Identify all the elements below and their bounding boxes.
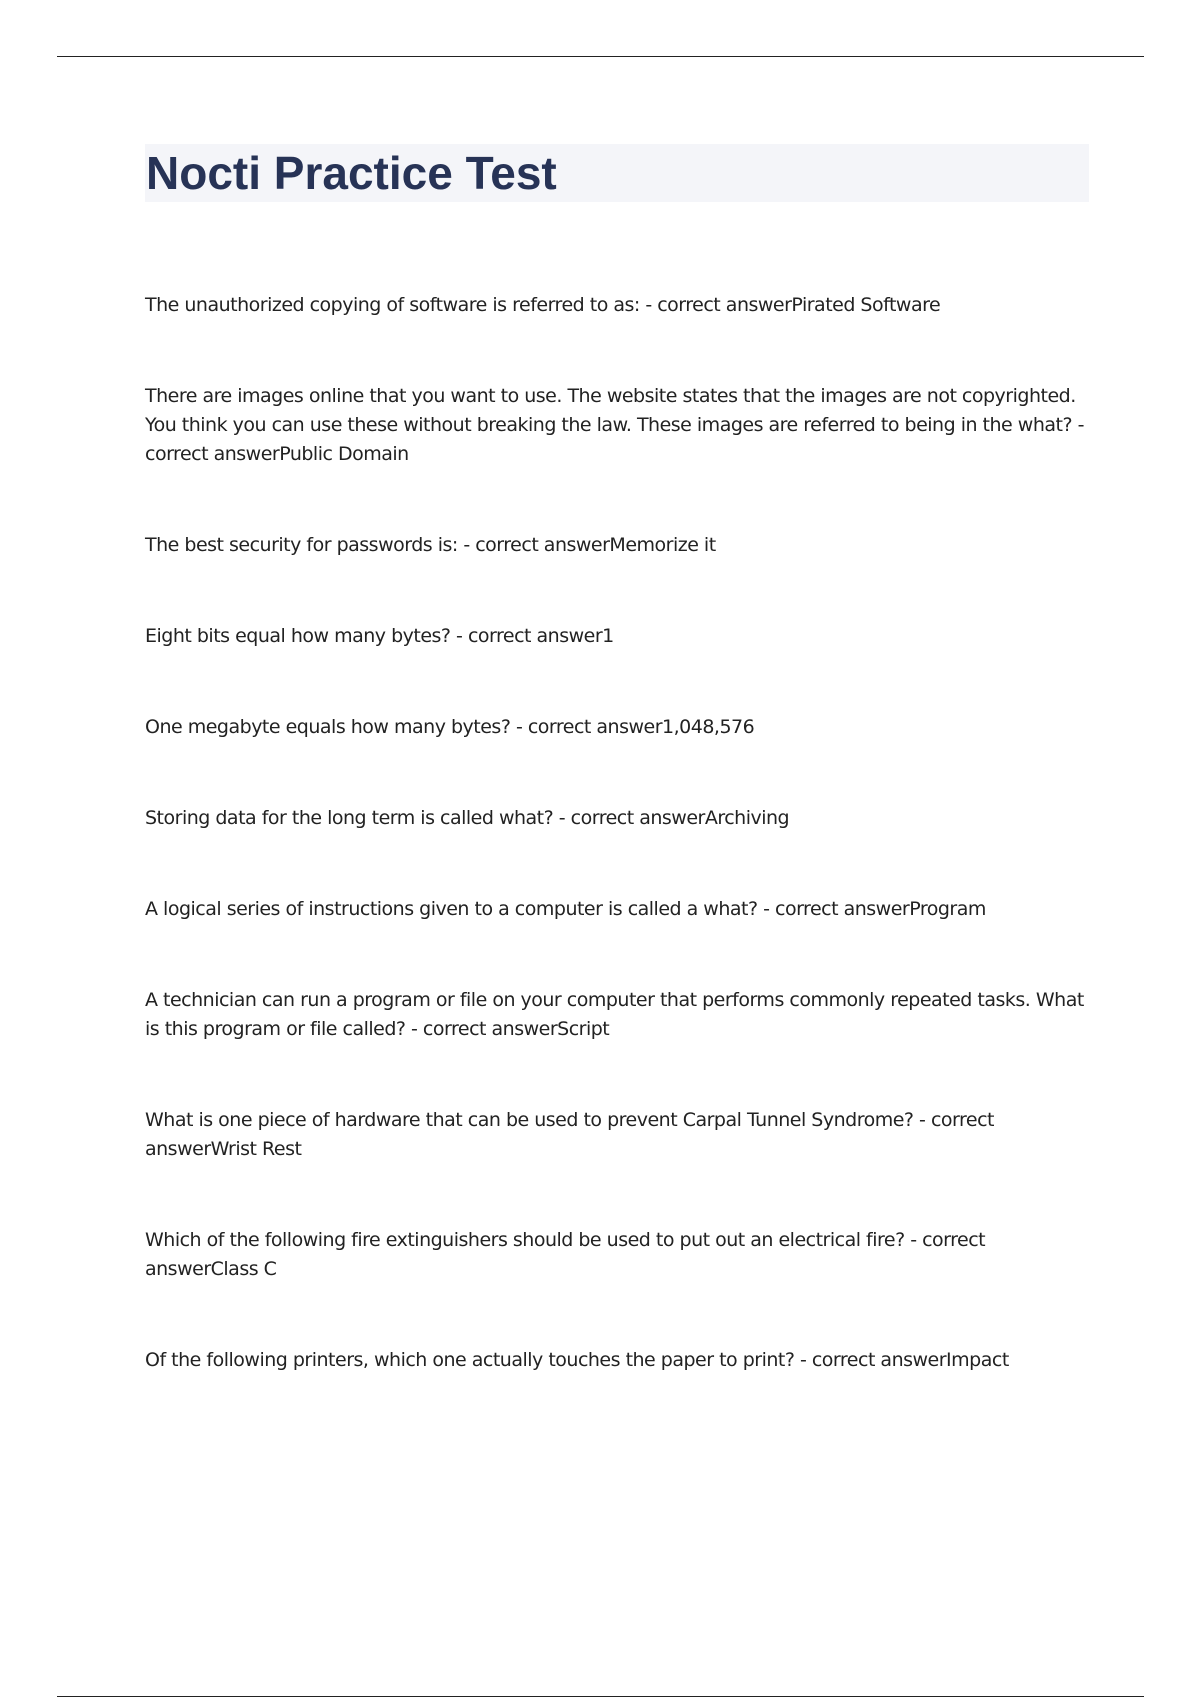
question-item-7: A logical series of instructions given to a computer is called a what? - correct answerProgram: [145, 898, 986, 920]
question-list: [145, 291, 1090, 1437]
question-item-2: There are images online that you want to use. The website states that the images are not copyrighted. You think you can use these without breaking the law. These images are referred to being in the what? - correct answerPublic Domain: [145, 385, 1084, 465]
question-item-9: What is one piece of hardware that can be used to prevent Carpal Tunnel Syndrome? - correct answerWrist Rest: [145, 1109, 994, 1160]
bottom-rule: [57, 1696, 1144, 1697]
question-item-5: One megabyte equals how many bytes? - correct answer1,048,576: [145, 716, 755, 738]
question-item-10: Which of the following fire extinguishers should be used to put out an electrical fire? - correct answerClass C: [145, 1229, 986, 1280]
page-title: Nocti Practice Test: [146, 147, 557, 199]
question-item-1: The unauthorized copying of software is referred to as: - correct answerPirated Software: [145, 294, 941, 316]
question-item-6: Storing data for the long term is called what? - correct answerArchiving: [145, 807, 790, 829]
top-rule: [57, 56, 1144, 57]
question-item-8: A technician can run a program or file on your computer that performs commonly repeated tasks. What is this program or file called? - correct answerScript: [145, 989, 1084, 1040]
question-item-11: Of the following printers, which one actually touches the paper to print? - correct answerImpact: [145, 1349, 1009, 1371]
question-item-4: Eight bits equal how many bytes? - correct answer1: [145, 625, 614, 647]
question-item-3: The best security for passwords is: - correct answerMemorize it: [145, 534, 716, 556]
